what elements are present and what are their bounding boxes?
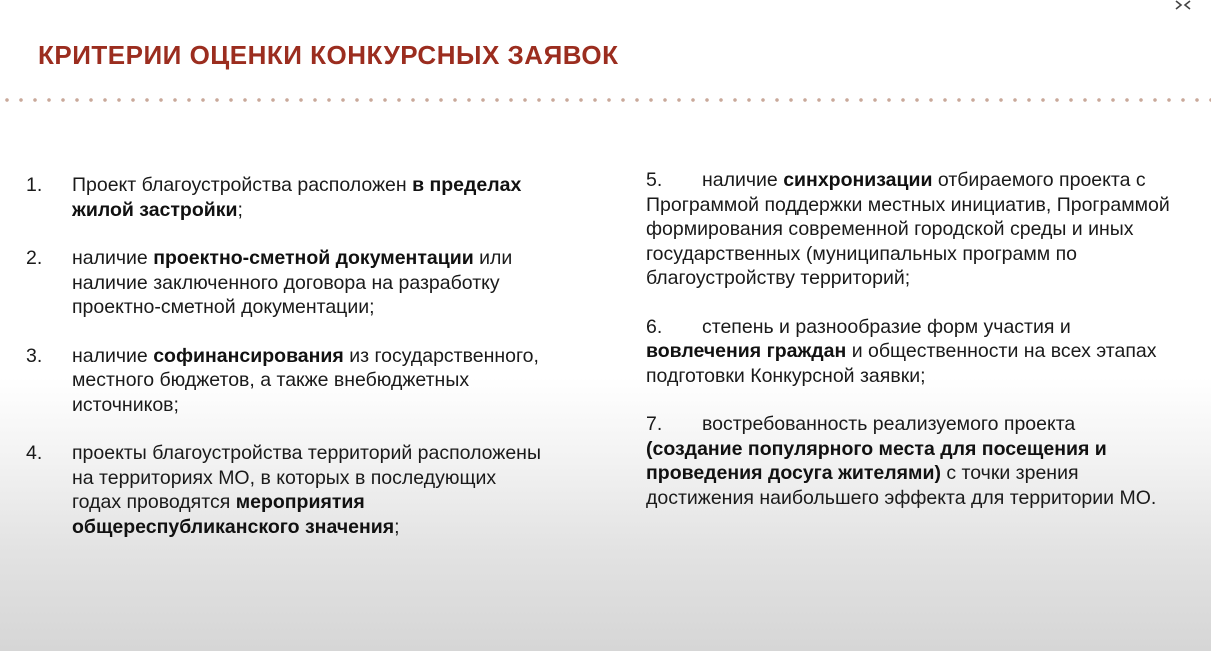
criterion-item-1: [26, 173, 546, 222]
slide-title: КРИТЕРИИ ОЦЕНКИ КОНКУРСНЫХ ЗАЯВОК: [38, 40, 619, 70]
criterion-text: Проект благоустройства расположен в пределах жилой застройки;: [72, 174, 522, 221]
criterion-item-4: [26, 441, 546, 539]
criterion-number: 1.: [26, 174, 43, 196]
criterion-number: 2.: [26, 247, 43, 269]
criterion-number: 3.: [26, 344, 43, 367]
expand-icon[interactable]: [1175, 0, 1191, 10]
criteria-list-left: [26, 173, 546, 563]
criterion-text: проекты благоустройства территорий расположены на территориях МО, в которых в последующих годах проводятся мероприятия общереспубликанского значения;: [72, 442, 541, 538]
criterion-number: 7.: [646, 413, 663, 435]
criterion-item-7: 7. востребованность реализуемого проекта (создание популярного места для посещения и проведения досуга жителями) с точки зрения достижения наибольшего эффекта для территории МО.: [646, 413, 1157, 509]
criterion-item-6: 6. степень и разнообразие форм участия и вовлечения граждан и общественности на всех этапах подготовки Конкурсной заявки;: [646, 315, 1157, 387]
criterion-number: 5.: [646, 169, 663, 191]
criterion-item-3: [26, 344, 546, 418]
criterion-item-2: [26, 246, 546, 320]
criterion-text: наличие софинансирования из государственного, местного бюджетов, а также внебюджетных источников;: [72, 344, 539, 416]
criteria-list-right: [646, 168, 1176, 534]
dotted-divider: [0, 97, 1211, 103]
criterion-text: наличие проектно-сметной документации или наличие заключенного договора на разработку проектно-сметной документации;: [72, 247, 513, 318]
criterion-number: 6.: [646, 315, 663, 338]
criterion-number: 4.: [26, 442, 43, 464]
criterion-item-5: 5. наличие синхронизации отбираемого проекта с Программой поддержки местных инициатив, Программой формирования современной городской среды и иных государственных (муниципальных программ по благоустройству территорий;: [646, 169, 1170, 289]
